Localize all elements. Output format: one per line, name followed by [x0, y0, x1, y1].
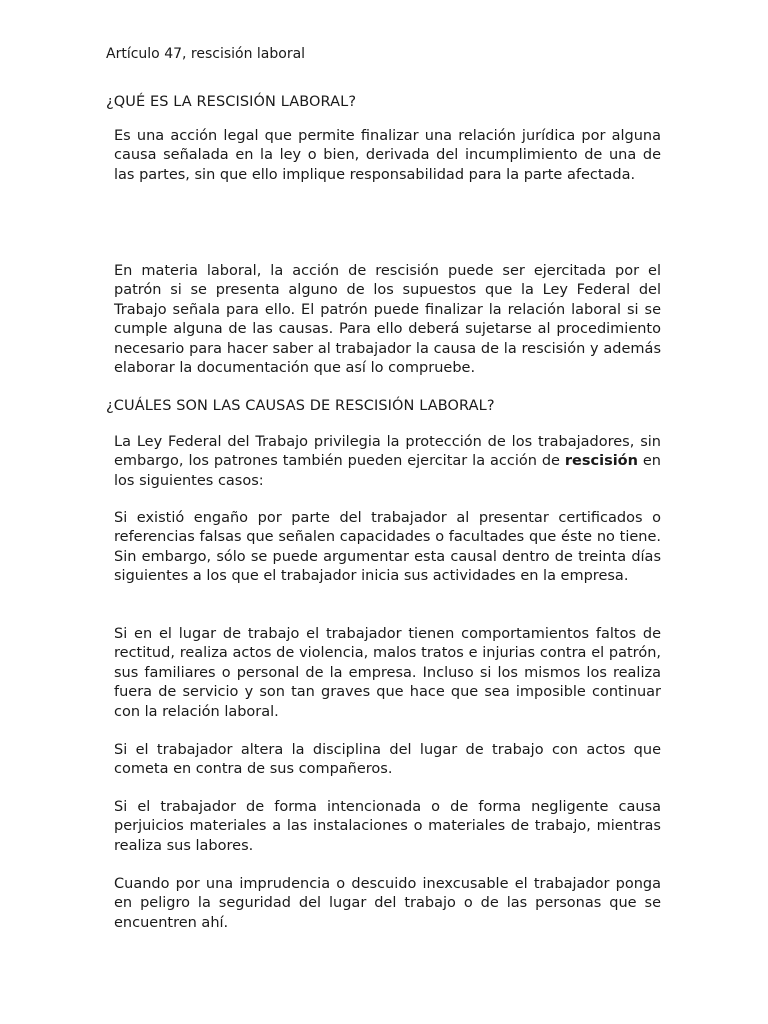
paragraph-cause-deception: Si existió engaño por parte del trabajador al presentar certificados o referencias falsas que señalen capacidades o facultades que éste no tiene. Sin embargo, sólo se puede argumentar esta causal dentro de treinta días siguientes a los que el trabajador inicia sus actividades en la empresa.: [114, 510, 661, 585]
paragraph-definition: Es una acción legal que permite finalizar una relación jurídica por alguna causa señalada en la ley o bien, derivada del incumplimiento de una de las partes, sin que ello implique responsabilidad para la parte afectada.: [114, 128, 661, 183]
document-title: Artículo 47, rescisión laboral: [106, 46, 306, 62]
paragraph-federal-law: [114, 433, 661, 491]
paragraph-federal-law-end: en los siguientes casos:: [114, 453, 661, 489]
paragraph-cause-damages: Si el trabajador de forma intencionada o de forma negligente causa perjuicios materiales a las instalaciones o materiales de trabajo, mientras realiza sus labores.: [114, 799, 661, 854]
paragraph-cause-discipline: Si el trabajador altera la disciplina del lugar de trabajo con actos que cometa en contra de sus compañeros.: [114, 742, 661, 778]
paragraph-cause-violence: Si en el lugar de trabajo el trabajador tienen comportamientos faltos de rectitud, realiza actos de violencia, malos tratos e injurias contra el patrón, sus familiares o personal de la empresa. Incluso si los mismos los realiza fuera de servicio y son tan graves que hace que sea imposible continuar con la relación laboral.: [114, 626, 661, 720]
section-heading-causes: ¿CUÁLES SON LAS CAUSAS DE RESCISIÓN LABORAL?: [106, 398, 495, 414]
paragraph-cause-negligence: Cuando por una imprudencia o descuido inexcusable el trabajador ponga en peligro la seguridad del lugar del trabajo o de las personas que se encuentren ahí.: [114, 876, 661, 931]
paragraph-labor-matter: En materia laboral, la acción de rescisión puede ser ejercitada por el patrón si se presenta alguno de los supuestos que la Ley Federal del Trabajo señala para ello. El patrón puede finalizar la relación laboral si se cumple alguna de las causas. Para ello deberá sujetarse al procedimiento necesario para hacer saber al trabajador la causa de la rescisión y además elaborar la documentación que así lo compruebe.: [114, 263, 661, 377]
paragraph-federal-law-bold: rescisión: [564, 453, 638, 470]
paragraph-federal-law-start: La Ley Federal del Trabajo privilegia la protección de los trabajadores, sin embargo, los patrones también pueden ejercitar la acción de: [114, 434, 661, 470]
section-heading-what-is: ¿QUÉ ES LA RESCISIÓN LABORAL?: [106, 94, 357, 110]
